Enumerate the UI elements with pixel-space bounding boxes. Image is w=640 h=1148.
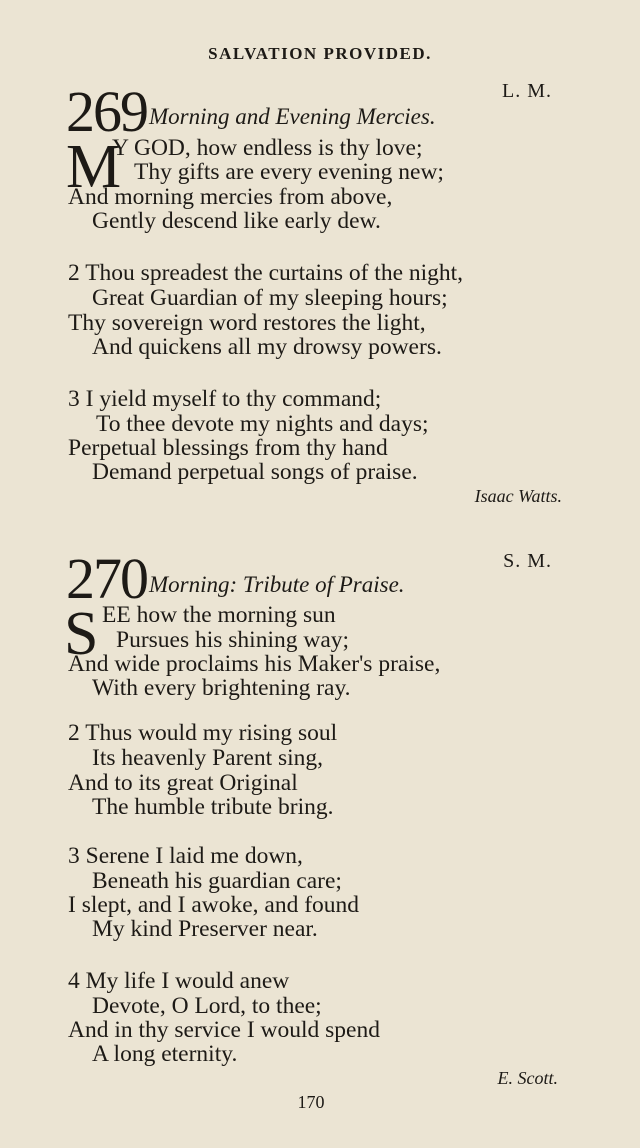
hymn-line: Devote, O Lord, to thee; <box>92 993 322 1019</box>
hymn-line: Perpetual blessings from thy hand <box>68 435 388 461</box>
hymn-number: 269 <box>66 79 147 144</box>
hymn-line: 3 I yield myself to thy command; <box>68 386 382 412</box>
hymn-line: Pursues his shining way; <box>116 627 350 653</box>
page-header: SALVATION PROVIDED. <box>208 44 432 63</box>
hymn-line: And quickens all my drowsy powers. <box>92 334 442 360</box>
hymn-line: To thee devote my nights and days; <box>96 411 429 437</box>
hymn-line: EE how the morning sun <box>102 602 336 628</box>
hymn-number: 270 <box>66 546 147 611</box>
hymn-line: Thy sovereign word restores the light, <box>68 310 426 336</box>
hymn-author: Isaac Watts. <box>474 486 562 506</box>
hymn-author: E. Scott. <box>497 1068 558 1088</box>
drop-cap: S <box>64 600 99 668</box>
hymn-title: Morning: Tribute of Praise. <box>149 572 405 597</box>
hymn-line: 2 Thus would my rising soul <box>68 720 338 746</box>
hymn-title: Morning and Evening Mercies. <box>149 104 436 129</box>
hymn-line: I slept, and I awoke, and found <box>68 892 360 918</box>
hymn-line: 4 My life I would anew <box>68 968 290 994</box>
drop-cap: M <box>66 133 122 201</box>
hymn-line: My kind Preserver near. <box>92 916 318 942</box>
hymn-line: A long eternity. <box>92 1041 238 1067</box>
hymn-line: 2 Thou spreadest the curtains of the night, <box>68 260 464 286</box>
page-number: 170 <box>297 1092 325 1112</box>
hymn-line: The humble tribute bring. <box>92 794 334 820</box>
hymn-line: Its heavenly Parent sing, <box>92 745 324 771</box>
hymn-line: And to its great Original <box>68 770 298 796</box>
hymn-line: Great Guardian of my sleeping hours; <box>92 285 448 311</box>
hymn-line: Demand perpetual songs of praise. <box>92 459 418 485</box>
hymn-line: And wide proclaims his Maker's praise, <box>68 651 441 677</box>
hymn-line: And morning mercies from above, <box>68 184 393 210</box>
hymn-line: Thy gifts are every evening new; <box>134 159 444 185</box>
hymn-line: Beneath his guardian care; <box>92 868 342 894</box>
hymn-meter: S. M. <box>503 550 552 572</box>
hymn-line: Gently descend like early dew. <box>92 208 381 234</box>
hymn-line: Y GOD, how endless is thy love; <box>112 135 423 161</box>
hymn-line: And in thy service I would spend <box>68 1017 380 1043</box>
hymn-line: With every brightening ray. <box>92 675 351 701</box>
hymn-line: 3 Serene I laid me down, <box>68 843 303 869</box>
hymn-meter: L. M. <box>502 80 552 102</box>
